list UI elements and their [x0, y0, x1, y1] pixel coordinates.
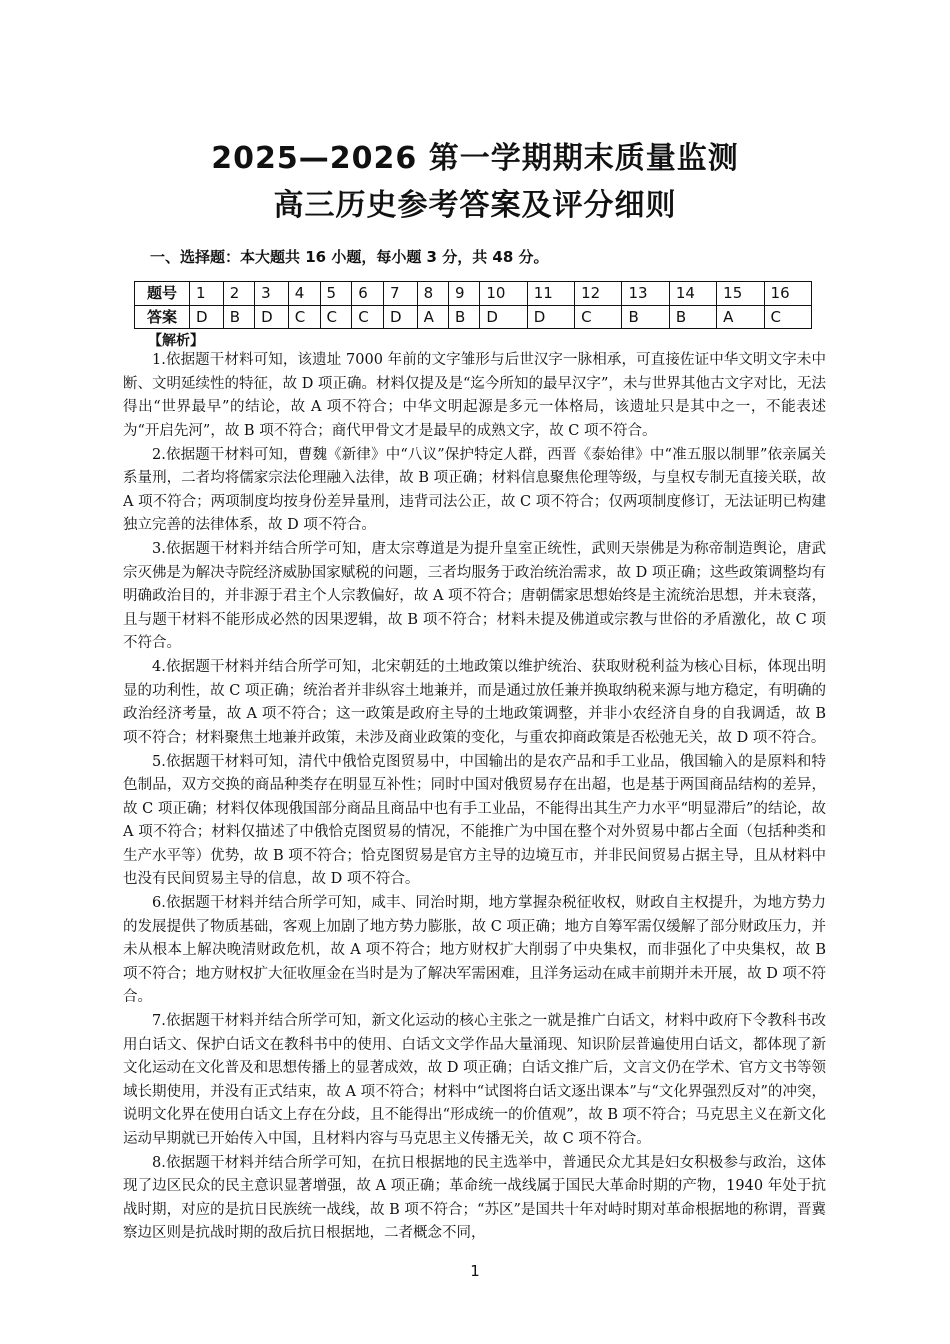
answer-row — [135, 305, 812, 329]
question-number-header: 题号 — [135, 282, 190, 306]
page-number: 1 — [470, 1262, 480, 1280]
question-number-cell: 1 — [190, 282, 224, 306]
answer-cell: D — [480, 305, 527, 329]
question-number-cell: 3 — [255, 282, 289, 306]
analysis-paragraph-1: 1.依据题干材料可知，该遗址 7000 年前的文字雏形与后世汉字一脉相承，可直接佐证中华文明文字未中断、文明延续性的特征，故 D 项正确。材料仅提及是“迄今所知的最早汉字”，未与世界其他古文字对比，无法得出“世界最早”的结论，故 A 项不符合；中华文明起源是多元一体格局，该遗址只是其中之一，不能表述为“开启先河”，故 B 项不符合；商代甲骨文才是最早的成熟文字，故 C 项不符合。 — [123, 352, 826, 439]
question-number-cell: 4 — [288, 282, 320, 306]
answer-header: 答案 — [135, 305, 190, 329]
answer-cell: B — [223, 305, 254, 329]
document-title-exam: 2025—2026 第一学期期末质量监测 — [211, 141, 739, 176]
question-number-cell: 11 — [527, 282, 574, 306]
answer-cell: D — [190, 305, 224, 329]
question-number-cell: 8 — [417, 282, 448, 306]
answer-cell: B — [448, 305, 479, 329]
question-number-cell: 5 — [320, 282, 352, 306]
answer-cell: A — [717, 305, 764, 329]
answer-cell: C — [320, 305, 352, 329]
question-number-cell: 10 — [480, 282, 527, 306]
analysis-paragraph-5: 5.依据题干材料可知，清代中俄恰克图贸易中，中国输出的是农产品和手工业品，俄国输入的是原料和特色制品，双方交换的商品种类存在明显互补性；同时中国对俄贸易存在出超，也是基于两国商品结构的差异，故 C 项正确；材料仅体现俄国部分商品且商品中也有手工业品，不能得出其生产力水平“明显滞后”的结论，故 A 项不符合；材料仅描述了中俄恰克图贸易的情况，不能推广为中国在整个对外贸易中都占全面（包括种类和生产水平等）优势，故 B 项不符合；恰克图贸易是官方主导的边境互市，并非民间贸易占据主导，且从材料中也没有民间贸易主导的信息，故 D 项不符合。 — [123, 753, 826, 887]
answer-cell: C — [288, 305, 320, 329]
question-number-cell: 13 — [622, 282, 669, 306]
analysis-paragraph-6: 6.依据题干材料并结合所学可知，咸丰、同治时期，地方掌握杂税征收权，财政自主权提升，为地方势力的发展提供了物质基础，客观上加剧了地方势力膨胀，故 C 项正确；地方自筹军需仅缓解了部分财政压力，并未从根本上解决晚清财政危机，故 A 项不符合；地方财权扩大削弱了中央集权，而非强化了中央集权，故 B 项不符合；地方财权扩大征收厘金在当时是为了解决军需困难，且洋务运动在咸丰前期并未开展，故 D 项不符合。 — [123, 895, 826, 1005]
question-number-cell: 2 — [223, 282, 254, 306]
question-number-cell: 16 — [764, 282, 811, 306]
question-number-cell: 7 — [383, 282, 417, 306]
question-number-cell: 14 — [669, 282, 716, 306]
question-number-row — [135, 282, 812, 306]
analysis-paragraph-7: 7.依据题干材料并结合所学可知，新文化运动的核心主张之一就是推广白话文，材料中政府下令教科书改用白话文、保护白话文在教科书中的使用、白话文文学作品大量涌现、知识阶层普遍使用白话文，都体现了新文化运动在文化普及和思想传播上的显著成效，故 D 项正确；白话文推广后，文言文仍在学术、官方文书等领域长期使用，并没有正式结束，故 A 项不符合；材料中“试图将白话文逐出课本”与“文化界强烈反对”的冲突，说明文化界在使用白话文上存在分歧，且不能得出“形成统一的价值观”，故 B 项不符合；马克思主义在新文化运动早期就已开始传入中国，且材料内容与马克思主义传播无关，故 C 项不符合。 — [123, 1013, 826, 1147]
analysis-paragraph-4: 4.依据题干材料并结合所学可知，北宋朝廷的土地政策以维护统治、获取财税利益为核心目标，体现出明显的功利性，故 C 项正确；统治者并非纵容土地兼并，而是通过放任兼并换取纳税来源与地方稳定，有明确的政治经济考量，故 A 项不符合；这一政策是政府主导的土地政策调整，并非小农经济自身的自我调适，故 B 项不符合；材料聚焦土地兼并政策，未涉及商业政策的变化，与重农抑商政策是否松弛无关，故 D 项不符合。 — [123, 659, 826, 746]
analysis-paragraph-3: 3.依据题干材料并结合所学可知，唐太宗尊道是为提升皇室正统性，武则天崇佛是为称帝制造舆论，唐武宗灭佛是为解决寺院经济威胁国家赋税的问题，三者均服务于政治统治需求，故 D 项正确；这些政策调整均有明确政治目的，并非源于君主个人宗教偏好，故 A 项不符合；唐朝儒家思想始终是主流统治思想，并未衰落，且与题干材料不能形成必然的因果逻辑，故 B 项不符合；材料未提及佛道或宗教与世俗的矛盾激化，故 C 项不符合。 — [123, 541, 826, 651]
question-number-cell: 9 — [448, 282, 479, 306]
question-number-cell: 12 — [575, 282, 622, 306]
section-heading-choice: 一、选择题：本大题共 16 小题，每小题 3 分，共 48 分。 — [150, 248, 549, 266]
answer-cell: D — [527, 305, 574, 329]
answer-cell: A — [417, 305, 448, 329]
analysis-paragraph-8: 8.依据题干材料并结合所学可知，在抗日根据地的民主选举中，普通民众尤其是妇女积极参与政治，这体现了边区民众的民主意识显著增强，故 A 项正确；革命统一战线属于国民大革命时期的产物，1940 年处于抗战时期，对应的是抗日民族统一战线，故 B 项不符合；“苏区”是国共十年对峙时期对革命根据地的称谓，晋冀察边区则是抗战时期的敌后抗日根据地，二者概念不同， — [123, 1154, 826, 1241]
analysis-paragraph-2: 2.依据题干材料可知，曹魏《新律》中“八议”保护特定人群，西晋《泰始律》中“准五服以制罪”依亲属关系量刑，二者均将儒家宗法伦理融入法律，故 B 项正确；材料信息聚焦伦理等级，与皇权专制无直接关联，故 A 项不符合；两项制度均按身份差异量刑，违背司法公正，故 C 项不符合；仅两项制度修订，无法证明已构建独立完善的法律体系，故 D 项不符合。 — [123, 446, 826, 533]
answer-cell: B — [669, 305, 716, 329]
answer-cell: C — [575, 305, 622, 329]
answer-key-table — [134, 281, 812, 329]
analysis-body — [123, 349, 826, 1246]
question-number-cell: 15 — [717, 282, 764, 306]
answer-cell: D — [383, 305, 417, 329]
answer-cell: C — [352, 305, 384, 329]
answer-cell: C — [764, 305, 811, 329]
answer-cell: D — [255, 305, 289, 329]
analysis-label: 【解析】 — [148, 333, 204, 349]
document-title-subject: 高三历史参考答案及评分细则 — [273, 188, 677, 223]
question-number-cell: 6 — [352, 282, 384, 306]
answer-cell: B — [622, 305, 669, 329]
